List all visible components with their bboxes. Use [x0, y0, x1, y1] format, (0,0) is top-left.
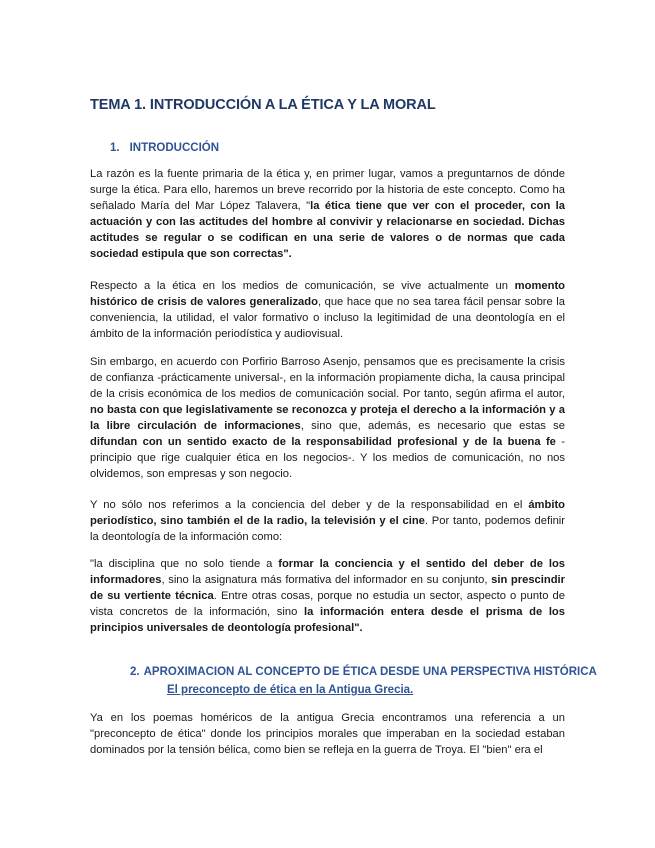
p5-text-a: "la disciplina que no solo tiende a [90, 558, 279, 570]
paragraph-6 [90, 710, 565, 758]
p1-quote: la ética tiene que ver con el proceder, con la actuación y con las actitudes del hombre al convivir y relacionarse en sociedad. Dichas actitudes se regular o se codifican en una serie de valores o de normas que cada sociedad estipula que son correctas". [90, 200, 565, 260]
paragraph-3 [90, 354, 565, 482]
p2-bold: momento histórico de crisis de valores generalizado [90, 280, 565, 308]
section-heading-introduccion [110, 142, 219, 154]
paragraph-5-quote [90, 556, 565, 636]
document-title: TEMA 1. INTRODUCCIÓN A LA ÉTICA Y LA MORAL [90, 97, 436, 113]
paragraph-2 [90, 278, 565, 342]
p5-text-c: , sino la asignatura más formativa del informador en su conjunto, [161, 574, 492, 586]
p1-text: La razón es la fuente primaria de la ética y, en primer lugar, vamos a preguntarnos de dónde surge la ética. Para ello, haremos un breve recorrido por la historia de este concepto. Como ha señalado María del Mar López Talavera, " [90, 168, 565, 212]
section-title: APROXIMACION AL CONCEPTO DE ÉTICA DESDE UNA PERSPECTIVA HISTÓRICA [143, 666, 597, 678]
section-heading-aproximacion [130, 666, 597, 678]
p5-bold-d: sin prescindir de su vertiente técnica [90, 574, 566, 602]
p2-text-a: Respecto a la ética en los medios de comunicación, se vive actualmente un [90, 280, 515, 292]
p3-bold-b: no basta con que legislativamente se reconozca y proteja el derecho a la información y a la libre circulación de informaciones [90, 404, 565, 432]
p3-text-e: -principio que rige cualquier ética en los negocios-. Y los medios de comunicación, no nos olvidemos, son empresas y son negocio. [90, 436, 565, 480]
p5-bold-b: formar la conciencia y el sentido del deber de los informadores [90, 558, 566, 586]
p5-bold-f: la información entera desde el prisma de los principios universales de deontología profesional". [90, 606, 565, 634]
p4-text-a: Y no sólo nos referimos a la conciencia del deber y de la responsabilidad en el [90, 499, 529, 511]
p3-text-c: , sino que, además, es necesario que estas se [300, 420, 565, 432]
p4-text-c: . Por tanto, podemos definir la deontología de la información como: [90, 515, 565, 543]
subheading-antigua-grecia: El preconcepto de ética en la Antigua Grecia. [167, 684, 414, 696]
p4-bold: ámbito periodístico, sino también el de la radio, la televisión y el cine [90, 499, 565, 527]
section-number: 1. [110, 142, 120, 154]
section-number: 2. [130, 666, 140, 678]
paragraph-1 [90, 166, 565, 262]
paragraph-4 [90, 497, 565, 545]
p5-text-e: . Entre otras cosas, porque no estudia un sector, aspecto o punto de vista concretos de la información, sino [90, 590, 565, 618]
p2-text-c: , que hace que no sea tarea fácil pensar sobre la conveniencia, la utilidad, el valor formativo o incluso la legitimidad de una deontología en el ámbito de la información periodística y audiovisual. [90, 296, 566, 340]
p3-bold-d: difundan con un sentido exacto de la responsabilidad profesional y de la buena fe [90, 436, 556, 448]
p3-text-a: Sin embargo, en acuerdo con Porfirio Barroso Asenjo, pensamos que es precisamente la crisis de confianza -prácticamente universal-, en la información propiamente dicha, la causa principal de la crisis económica de los medios de comunicación social. Por tanto, según afirma el autor, [90, 356, 565, 400]
section-title: INTRODUCCIÓN [129, 142, 220, 154]
p6-text: Ya en los poemas homéricos de la antigua Grecia encontramos una referencia a un "preconcepto de ética" donde los principios morales que imperaban en la sociedad estaban dominados por la tensión bélica, como bien se refleja en la guerra de Troya. El "bien" era el [90, 712, 565, 756]
